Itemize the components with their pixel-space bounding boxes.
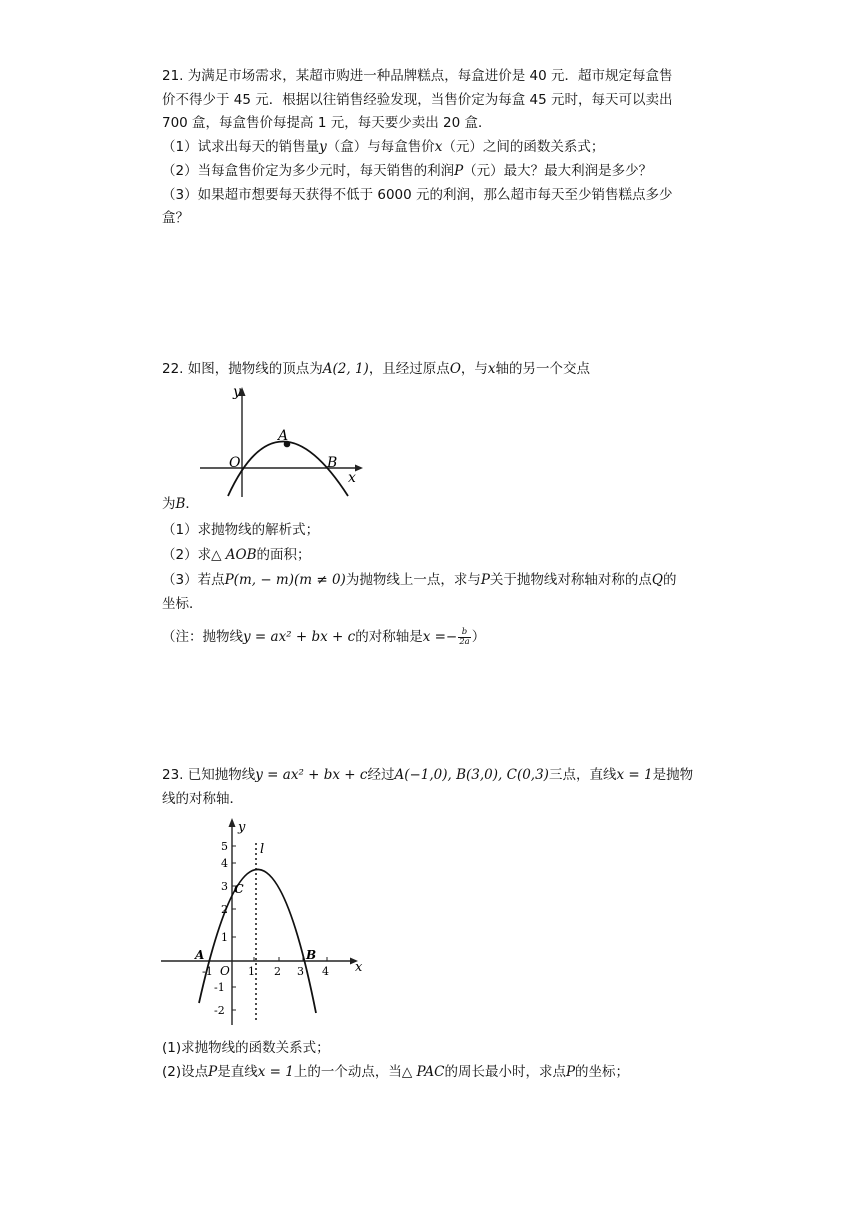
q22-part2: （2）求△ AOB的面积； xyxy=(162,547,311,563)
y-axis-label: y xyxy=(233,384,241,400)
y-tick-label: 4 xyxy=(221,857,228,870)
line-label-l: l xyxy=(260,842,265,857)
q21-line1: 21. 为满足市场需求，某超市购进一种品牌糕点，每盒进价是 40 元．超市规定每盒售 xyxy=(162,68,673,84)
q22-stem: 22. 如图，抛物线的顶点为A(2, 1)，且经过原点O，与x轴的另一个交点 xyxy=(162,361,591,377)
point-label-O: O xyxy=(229,455,241,471)
x-axis-label: x xyxy=(348,470,356,486)
q23-part2: (2)设点P是直线x = 1上的一个动点，当△ PAC的周长最小时，求点P的坐标； xyxy=(162,1064,630,1080)
y-tick-label: 3 xyxy=(221,880,228,893)
q23-figure xyxy=(158,813,370,1029)
q21-line2: 价不得少于 45 元．根据以往销售经验发现，当售价定为每盒 45 元时，每天可以卖出 xyxy=(162,92,673,108)
origin-label: O xyxy=(220,964,230,978)
y-tick-label: 1 xyxy=(221,931,228,944)
x-axis-arrow xyxy=(355,465,363,472)
q22-part3-cont: 坐标． xyxy=(162,596,203,612)
q21-line3: 700 盒，每盒售价每提高 1 元，每天要少卖出 20 盒． xyxy=(162,115,492,131)
fraction-b-over-2a: $\frac{b}{2a}$ xyxy=(459,626,470,647)
x-axis-label: x xyxy=(355,960,363,975)
x-tick-label: 2 xyxy=(274,965,281,978)
x-tick-label: 3 xyxy=(297,965,304,978)
y-tick-label: -2 xyxy=(214,1004,225,1017)
x-tick-label: -1 xyxy=(202,965,213,978)
point-label-C: C xyxy=(234,882,244,896)
q23-stem: 23. 已知抛物线y = ax² + bx + c经过A(−1,0), B(3,0), C(0,3)三点，直线x = 1是抛物 xyxy=(162,767,694,783)
q22-stem-end: 为B． xyxy=(162,496,199,512)
y-axis-arrow xyxy=(229,818,236,827)
q21-part3: （3）如果超市想要每天获得不低于 6000 元的利润，那么超市每天至少销售糕点多少 xyxy=(162,187,673,203)
q21-part2: （2）当每盒售价定为多少元时，每天销售的利润P（元）最大？最大利润是多少？ xyxy=(162,163,653,179)
q21-part1: （1）试求出每天的销售量y（盒）与每盒售价x（元）之间的函数关系式； xyxy=(162,139,605,155)
x-tick-label: 1 xyxy=(248,965,255,978)
q22-part1: （1）求抛物线的解析式； xyxy=(162,522,320,538)
q22-note: （注：抛物线y = ax² + bx + c的对称轴是x =− $\frac{b}{2a}$ ） xyxy=(162,626,486,647)
point-label-A: A xyxy=(278,428,289,444)
point-label-B: B xyxy=(327,455,338,471)
q22-figure xyxy=(192,380,372,498)
y-axis-label: y xyxy=(238,820,246,835)
y-tick-label: 5 xyxy=(221,840,228,853)
q23-part1: (1)求抛物线的函数关系式； xyxy=(162,1040,330,1056)
point-label-A: A xyxy=(195,948,205,962)
q22-part3: （3）若点P(m, − m)(m ≠ 0)为抛物线上一点，求与P关于抛物线对称轴对称的点Q的 xyxy=(162,572,677,588)
x-tick-label: 4 xyxy=(322,965,329,978)
y-tick-label: 2 xyxy=(221,903,228,916)
point-label-B: B xyxy=(306,948,317,962)
y-tick-label: -1 xyxy=(214,981,225,994)
q23-stem-cont: 线的对称轴． xyxy=(162,791,243,807)
q21-part3-cont: 盒？ xyxy=(162,210,189,226)
